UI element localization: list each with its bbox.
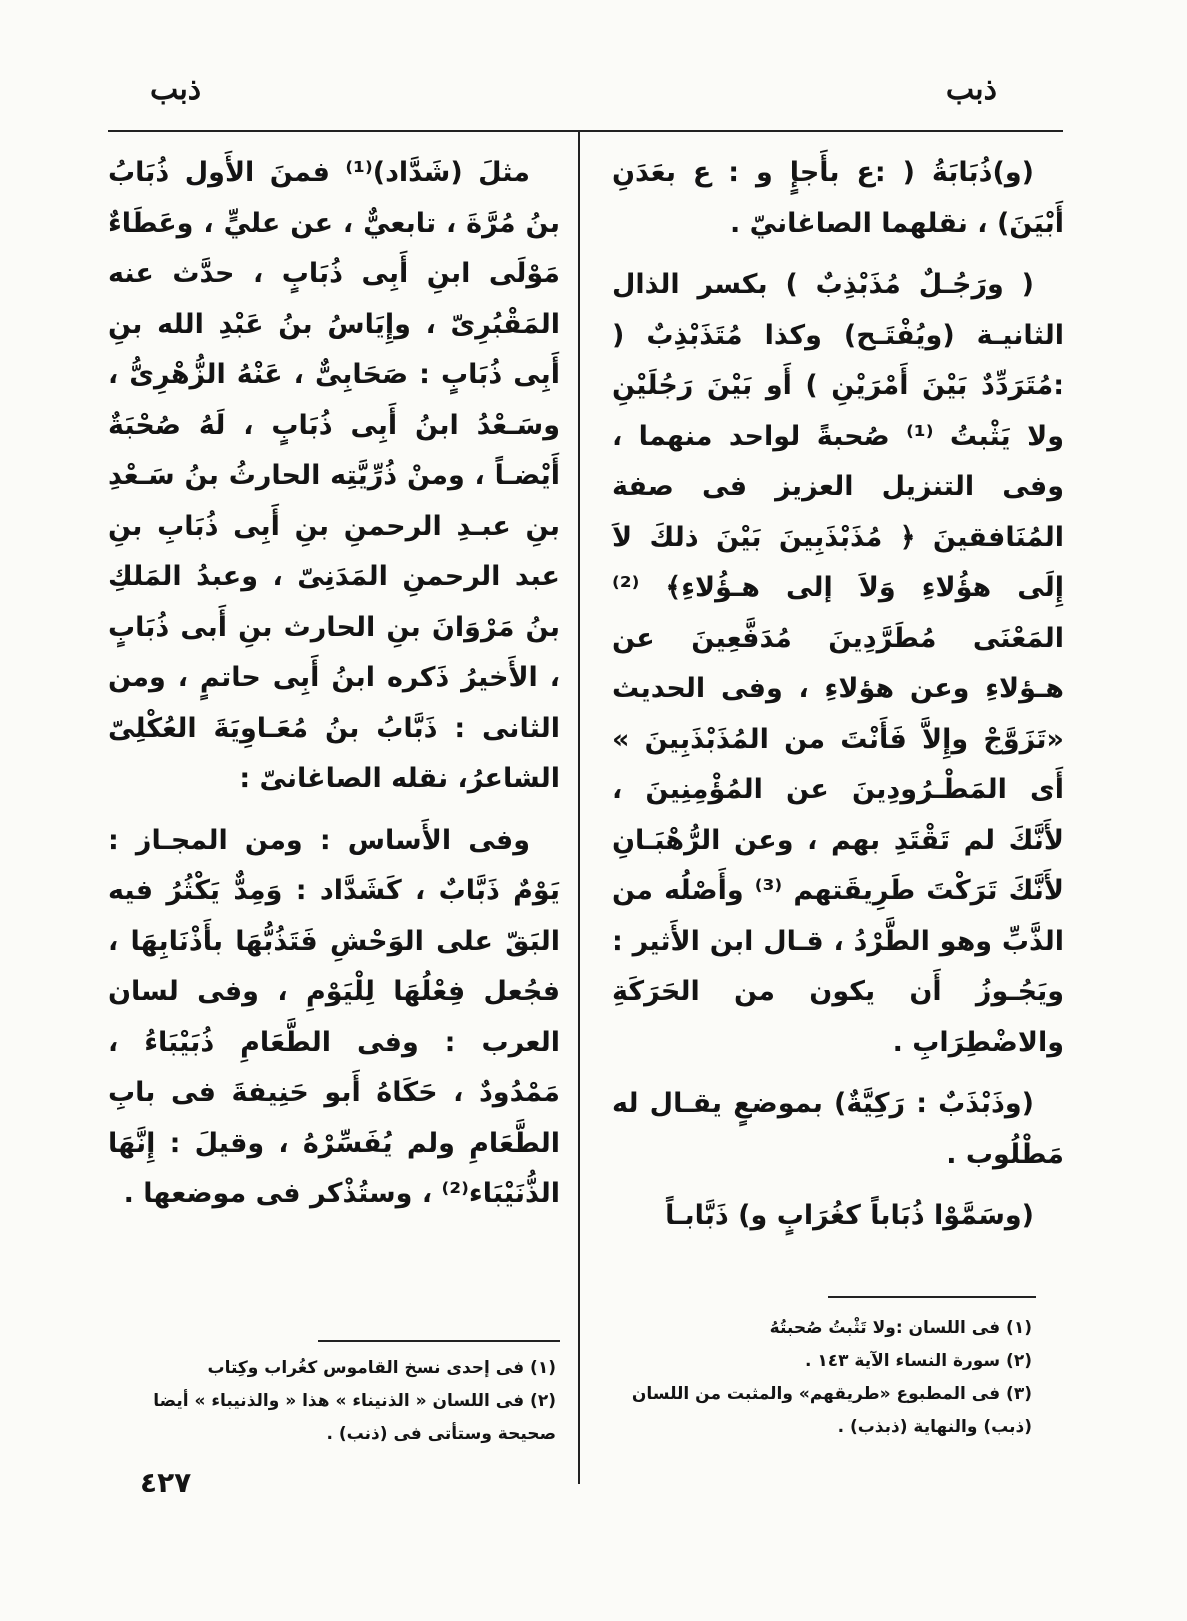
footnote: (٣) فى المطبوع «طريقهم» والمثبت من اللسان (ذبب) والنهاية (ذبذب) . bbox=[631, 1384, 1032, 1437]
footnote: (١) فى إحدى نسخ القاموس كغُراب وكِتاب bbox=[207, 1358, 556, 1378]
page-number: ٤٢٧ bbox=[140, 1466, 192, 1499]
left-column bbox=[108, 148, 560, 1231]
footnote: (١) فى اللسان :ولا تَثْبتُ صُحبتُهُ bbox=[769, 1318, 1032, 1338]
entry-paragraph: وفى الأَساس : ومن المجـاز : يَوْمٌ ذَبَّابٌ ، كَشَدَّاد : وَمِدٌّ يَكْثُرُ فيه البَقّ على الوَحْشِ فَتَذُبُّهَا بأَذْنَابِهَا ، فجُعل فِعْلُهَا لِلْيَوْمِ ، وفى لسان العرب : وفى الطَّعَامِ ذُبَيْبَاءُ ، مَمْدُودٌ ، حَكَاهُ أَبو حَنِيفةَ فى بابِ الطَّعَامِ ولم يُفَسِّرْهُ ، وقيلَ : إِنَّهَا الذُّنَيْبَاء⁽²⁾ ، وستُذْكر فى موضعها . bbox=[108, 824, 560, 1209]
entry-paragraph: (وسَمَّوْا ذُبَاباً كغُرَابٍ و) ذَبَّابـاً bbox=[665, 1200, 1034, 1231]
footnote: (٢) فى اللسان « الذنيناء » هذا « والذنيباء » أيضا صحيحة وستأتى فى (ذنب) . bbox=[153, 1391, 556, 1444]
entry-paragraph: ( ورَجُـلٌ مُذَبْذِبٌ ) بكسر الذال الثانيـة (ويُفْتَـح) وكذا مُتَذَبْذِبٌ ( :مُتَرَدِّدٌ بَيْنَ أَمْرَيْنِ ) أَو بَيْنَ رَجُلَيْنِ ولا يَثْبتُ ⁽¹⁾ صُحبةً لواحد منهما ، وفى التنزيل العزيز فى صفة المُنَافقينَ ﴿ مُذَبْذَبِينَ بَيْنَ ذلكَ لاَ إِلَى هؤُلاءِ وَلاَ إلى هـؤُلاءِ﴾ ⁽²⁾ المَعْنَى مُطَرَّدِينَ مُدَفَّعِينَ عن هـؤلاءِ وعن هؤلاءِ ، وفى الحديث «تَزَوَّجْ وإِلاَّ فَأَنْتَ من المُذَبْذَبِينَ » أَى المَطْـرُودِينَ عن المُؤْمِنِينَ ، لأَنَّكَ لم تَقْتَدِ بهم ، وعن الرُّهْبَـانِ لأَنَّكَ تَرَكْتَ طَرِيقَتهم ⁽³⁾ وأَصْلُه من الذَّبِّ وهو الطَّرْدُ ، قـال ابن الأَثير : ويَجُـوزُ أَن يكون من الحَرَكَةِ والاضْطِرَابِ . bbox=[612, 269, 1064, 1058]
entry-paragraph: مثلَ (شَدَّاد)⁽¹⁾ فمنَ الأَول ذُبَابُ بنُ مُرَّةَ ، تابعيٌّ ، عن عليٍّ ، وعَطَاءٌ مَوْلَى ابنِ أَبِى ذُبَابٍ ، حدَّث عنه المَقْبُرِىّ ، وإِيَاسُ بنُ عَبْدِ الله بنِ أَبِى ذُبَابٍ : صَحَابِىٌّ ، عَنْهُ الزُّهْرِىُّ ، وسَـعْدُ ابنُ أَبِى ذُبَابٍ ، لَهُ صُحْبَةٌ أَيْضـاً ، ومنْ ذُرِّيَّتِه الحارثُ بنُ سَـعْدِ بنِ عبـدِ الرحمنِ بنِ أَبِى ذُبَابِ بنِ عبد الرحمنِ المَدَنِىّ ، وعبدُ المَلكِ بنُ مَرْوَانَ بنِ الحارث بنِ أَبى ذُبَابٍ ، الأَخيرُ ذَكره ابنُ أَبِى حاتمٍ ، ومن الثانى : ذَبَّابُ بنُ مُعَـاوِيَةَ العُكْلِىّ الشاعرُ، نقله الصاغانىّ : bbox=[108, 157, 560, 794]
right-column bbox=[612, 148, 1064, 1253]
footnotes-left bbox=[108, 1352, 556, 1451]
header-rule bbox=[108, 130, 1063, 132]
column-divider bbox=[578, 130, 580, 1484]
footnote: (٢) سورة النساء الآية ١٤٣ . bbox=[804, 1351, 1032, 1371]
entry-paragraph: (وذَبْذَبٌ : رَكِيَّةٌ) بموضعٍ يقـال له مَطْلُوب . bbox=[612, 1088, 1064, 1170]
running-headword-left: ذبب bbox=[150, 72, 202, 107]
running-headword-right: ذبب bbox=[945, 72, 997, 107]
entry-paragraph: (و)ذُبَابَةُ ( :ع بأَجإٍ و : ع بعَدَنِ أَبْيَنَ) ، نقلهما الصاغانيّ . bbox=[612, 157, 1064, 239]
footnote-rule-left bbox=[318, 1340, 560, 1342]
footnotes-right bbox=[612, 1312, 1032, 1444]
footnote-rule-right bbox=[828, 1296, 1036, 1298]
